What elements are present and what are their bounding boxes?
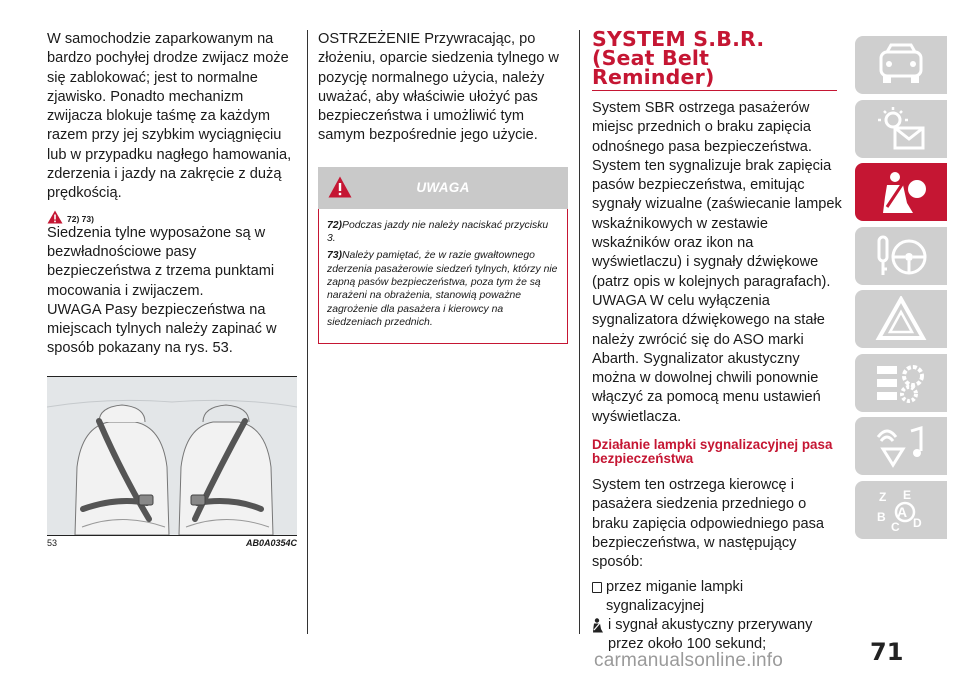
paragraph-rear-belts: Siedzenia tylne wyposażone są w bezwładnościowe pasy bezpieczeństwa z trzema punktami mocowania i zwijaczem.	[47, 224, 275, 299]
paragraph-sbr-note: UWAGA W celu wyłączenia sygnalizatora dźwiękowego na stałe należy zwrócić się do ASO marki Abarth. Sygnalizator akustyczny można w dowolnej chwili ponownie włączyć za pomocą menu ustawień wyświetlacza.	[592, 292, 825, 425]
paragraph-rear-belts-note: UWAGA Pasy bezpieczeństwa na miejscach tylnych należy zapinać w sposób pokazany na rys. 53.	[47, 301, 277, 357]
heading-line: SYSTEM S.B.R.	[592, 27, 765, 51]
warning-reference	[47, 208, 297, 224]
maintenance-gears-icon	[873, 360, 929, 406]
paragraph-warning-seatback: OSTRZEŻENIE Przywracając, po złożeniu, oparcie siedzenia tylnego w pozycję normalnego użycia, należy uważać, aby właściwie ułożyć pas bezpieczeństwa i umożliwić tym samym bezpośrednie jego użycie.	[318, 31, 559, 144]
emergency-triangle-icon	[873, 296, 929, 342]
rear-seats-illustration	[47, 377, 297, 535]
chapter-tabs	[855, 36, 947, 544]
svg-text:A: A	[897, 503, 908, 520]
paragraph-sbr-operation: System ten ostrzega kierowcę i pasażera siedzenia przedniego o braku zapięcia odpowiedniego pasa bezpieczeństwa, w następujący sposób:	[592, 477, 825, 571]
seatbelt-airbag-icon	[873, 169, 929, 215]
tab-warning-lights[interactable]	[855, 100, 947, 158]
list-item	[592, 616, 842, 655]
note-text: Należy pamiętać, że w razie gwałtownego zderzenia pasażerowie siedzeń tylnych, którzy nie zapną pasów bezpieczeństwa, poza tym że są narażeni na obrażenia, stanowią poważne zagrożenie dla pasażera i kierowcy na siedzeniach przednich.	[327, 250, 558, 328]
warning-box-header	[318, 167, 568, 209]
svg-text:Z: Z	[879, 489, 887, 504]
note-number: 72)	[327, 219, 343, 231]
tab-safety[interactable]	[855, 163, 947, 221]
figure-caption	[47, 538, 297, 548]
column-divider	[307, 30, 308, 634]
figure-code: AB0A0354C	[245, 537, 297, 548]
svg-text:E: E	[903, 487, 912, 502]
tab-starting-driving[interactable]	[855, 227, 947, 285]
svg-text:D: D	[913, 515, 922, 530]
note-text: Podczas jazdy nie należy naciskać przycisku 3.	[327, 219, 549, 245]
car-dashboard-icon	[873, 42, 929, 88]
tab-multimedia[interactable]	[855, 417, 947, 475]
warning-box	[318, 167, 568, 344]
heading-line: (Seat Belt	[592, 46, 710, 70]
watermark: carmanualsonline.info	[594, 650, 784, 671]
list-item-text: i sygnał akustyczny przerywany przez około 100 sekund;	[608, 617, 813, 653]
seatbelt-warning-icon	[592, 618, 604, 633]
section-heading	[592, 27, 842, 89]
right-column	[592, 27, 842, 655]
list-item-text: przez miganie lampki sygnalizacyjnej	[606, 578, 744, 614]
warning-lights-envelope-icon	[873, 106, 929, 152]
paragraph-retractor: W samochodzie zaparkowanym na bardzo pochyłej drodze zwijacz może się zablokować; jest to normalne zjawisko. Ponadto mechanizm zwijacza blokuje taśmę za każdym razem przy jej szybkim wyciągnięciu lub w przypadku nagłego hamowania, zderzenia i jazdy na zakręcie z dużą prędkością.	[47, 31, 292, 202]
key-steering-wheel-icon	[873, 233, 929, 279]
warning-box-body	[318, 209, 568, 344]
page-number: 71	[870, 638, 904, 666]
subheading-lamp-operation: Działanie lampki sygnalizacyjnej pasa bezpieczeństwa	[592, 437, 833, 467]
warning-note	[327, 249, 559, 329]
tab-emergency[interactable]	[855, 290, 947, 348]
svg-text:B: B	[877, 509, 886, 524]
note-number: 73)	[327, 250, 343, 262]
left-column	[47, 30, 297, 548]
checkbox-bullet-icon	[592, 582, 602, 593]
list-item	[592, 578, 842, 617]
multimedia-icon	[873, 423, 929, 469]
figure-number: 53	[47, 537, 58, 548]
warning-note	[327, 219, 559, 246]
middle-column	[318, 30, 570, 344]
tab-dashboard[interactable]	[855, 36, 947, 94]
warning-triangle-icon	[328, 176, 352, 198]
warning-box-title: UWAGA	[416, 180, 470, 196]
tab-maintenance[interactable]	[855, 354, 947, 412]
warning-ref-numbers: 72) 73)	[67, 213, 94, 224]
column-divider	[579, 30, 580, 634]
heading-underline	[592, 90, 837, 91]
paragraph-sbr-intro: System SBR ostrzega pasażerów miejsc przednich o braku zapięcia odnośnego pasa bezpieczeństwa. System ten sygnalizuje brak zapięcia pasów bezpieczeństwa, emitując sygnały wizualne (zaświecanie lampek wskaźnikowych w zestawie wskaźników oraz ikon na wyświetlaczu) i sygnały dźwiękowe (patrz opis w kolejnych paragrafach).	[592, 100, 842, 290]
rear-seatbelt-figure	[47, 376, 297, 536]
index-letters-icon	[873, 487, 929, 533]
warning-triangle-icon	[47, 210, 63, 224]
svg-text:C: C	[891, 519, 900, 533]
heading-line: Reminder)	[592, 65, 715, 89]
tab-index[interactable]	[855, 481, 947, 539]
